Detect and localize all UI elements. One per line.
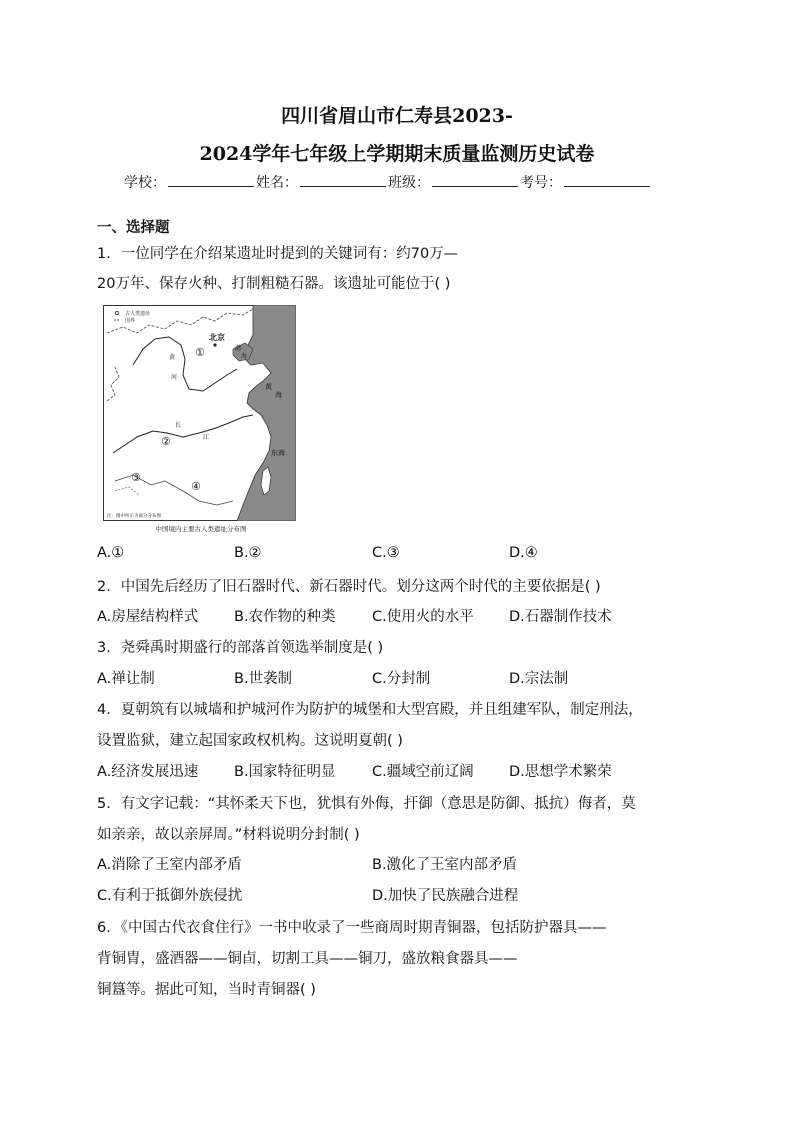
legend-site-label: 古人类遗址 [125, 311, 151, 317]
q1-stem-line1: 1．一位同学在介绍某遗址时提到的关键词有：约70万— [97, 246, 459, 262]
name-label: 姓名： [256, 175, 298, 191]
huanghai-label: 黄 [265, 383, 272, 391]
section-heading: 一、选择题 [97, 220, 170, 236]
q4-stem-line2: 设置监狱，建立起国家政权机构。这说明夏朝( ) [97, 733, 403, 749]
bohai-label-2: 海 [241, 353, 248, 360]
q6-stem-line3: 铜簋等。据此可知，当时青铜器( ) [97, 982, 316, 998]
name-blank [300, 172, 386, 187]
q2-option-a[interactable]: A.房屋结构样式 [97, 609, 199, 625]
exam-number-blank [564, 172, 650, 187]
q3-option-c[interactable]: C.分封制 [372, 671, 431, 687]
school-blank [168, 172, 254, 187]
q1-option-b[interactable]: B.② [234, 545, 262, 561]
bohai-label: 渤 [235, 345, 242, 352]
q3-option-a[interactable]: A.禅让制 [97, 671, 155, 687]
q2-stem: 2．中国先后经历了旧石器时代、新石器时代。划分这两个时代的主要依据是( ) [97, 579, 601, 595]
map-caption: 中国境内主要古人类遗址分布图 [155, 525, 247, 533]
q3-option-d[interactable]: D.宗法制 [509, 671, 569, 687]
q1-option-d[interactable]: D.④ [509, 545, 538, 561]
exam-title-line2: 2024学年七年级上学期期末质量监测历史试卷 [199, 143, 595, 165]
q5-option-d[interactable]: D.加快了民族融合进程 [372, 888, 519, 904]
site-4-marker: ④ [191, 480, 201, 493]
donghai-label: 东海 [271, 449, 285, 457]
huanghai-label-2: 海 [275, 391, 282, 399]
site-1-marker: ① [195, 346, 205, 359]
q5-stem-line2: 如亲亲，故以亲屏周。”材料说明分封制( ) [97, 827, 360, 843]
exam-number-label: 考号： [520, 175, 562, 191]
q4-option-b[interactable]: B.国家特征明显 [234, 764, 336, 780]
class-blank [432, 172, 518, 187]
q2-option-b[interactable]: B.农作物的种类 [234, 609, 336, 625]
q1-stem-line2: 20万年、保存火种、打制粗糙石器。该遗址可能位于( ) [97, 276, 451, 292]
q4-option-a[interactable]: A.经济发展迅速 [97, 764, 199, 780]
q6-stem-line1: 6．《中国古代衣食住行》一书中收录了一些商周时期青铜器，包括防护器具—— [97, 920, 607, 936]
q2-option-d[interactable]: D.石器制作技术 [509, 609, 612, 625]
map-note: 注：图中所示为部分分布图 [107, 514, 161, 519]
ancient-sites-map [103, 305, 296, 521]
exam-title-line1: 四川省眉山市仁寿县2023- [281, 105, 513, 127]
site-2-marker: ② [161, 435, 171, 448]
q5-option-c[interactable]: C.有利于抵御外族侵扰 [97, 888, 243, 904]
class-label: 班级： [388, 175, 430, 191]
q1-option-a[interactable]: A.① [97, 545, 125, 561]
q1-option-c[interactable]: C.③ [372, 545, 400, 561]
yellow-river-label-1: 黄 [169, 354, 176, 361]
q3-option-b[interactable]: B.世袭制 [234, 671, 293, 687]
student-info-row [124, 172, 652, 192]
q5-option-b[interactable]: B.激化了王室内部矛盾 [372, 857, 518, 873]
q4-option-d[interactable]: D.思想学术繁荣 [509, 764, 612, 780]
beijing-dot [213, 343, 216, 346]
yangtze-label-2: 江 [203, 434, 210, 441]
school-label: 学校： [124, 175, 166, 191]
q4-option-c[interactable]: C.疆域空前辽阔 [372, 764, 474, 780]
q4-stem-line1: 4．夏朝筑有以城墙和护城河作为防护的城堡和大型宫殿，并且组建军队，制定刑法， [97, 702, 643, 718]
q3-stem: 3．尧舜禹时期盛行的部落首领选举制度是( ) [97, 640, 384, 656]
beijing-label: 北京 [209, 333, 225, 342]
site-3-marker: ③ [131, 471, 141, 484]
yangtze-label-1: 长 [175, 422, 182, 429]
q2-option-c[interactable]: C.使用火的水平 [372, 609, 474, 625]
legend-border-label: 国界 [125, 318, 136, 324]
q5-stem-line1: 5．有文字记载：“其怀柔天下也，犹惧有外侮，扞御（意思是防御、抵抗）侮者，莫 [97, 796, 636, 812]
yellow-river-label-2: 河 [171, 374, 178, 381]
q5-option-a[interactable]: A.消除了王室内部矛盾 [97, 857, 242, 873]
q6-stem-line2: 背铜胄，盛酒器——铜卣，切割工具——铜刀，盛放粮食器具—— [97, 951, 518, 967]
